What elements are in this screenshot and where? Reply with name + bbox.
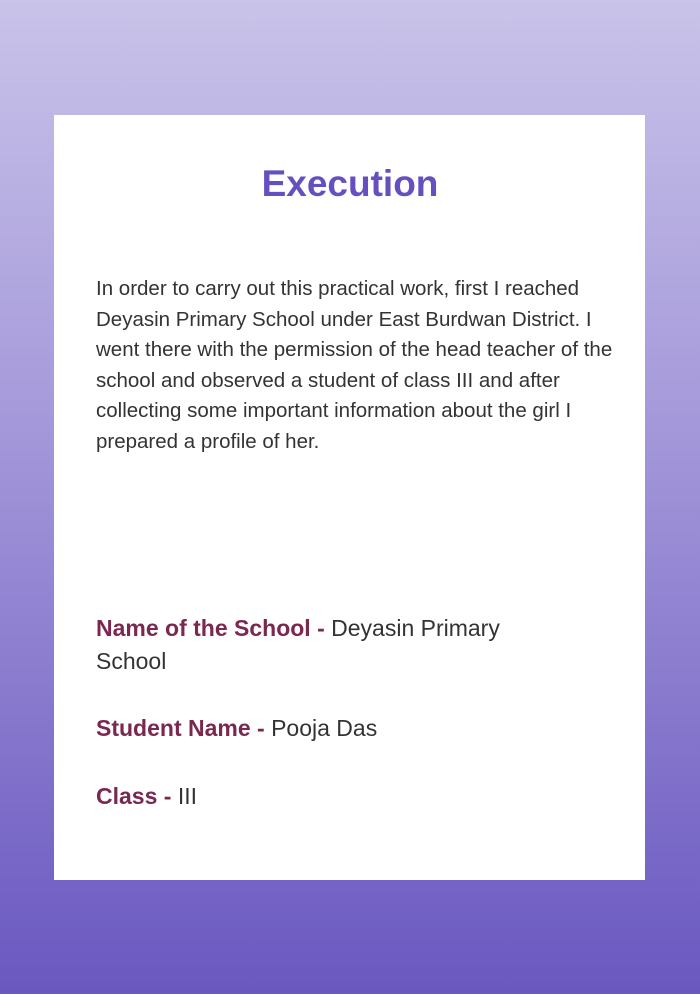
content-card <box>54 115 645 880</box>
execution-paragraph: In order to carry out this practical work, first I reached Deyasin Primary School under East Burdwan District. I went there with the permission of the head teacher of the school and observed a student of class III and after collecting some important information about the girl I prepared a profile of her. <box>96 277 613 453</box>
field-value: III <box>177 783 197 809</box>
field-label: Student Name - <box>96 715 272 741</box>
field-value: Pooja Das <box>271 715 378 741</box>
school-name-field <box>96 612 576 678</box>
field-label: Name of the School - <box>96 615 332 641</box>
student-name-field <box>96 712 576 745</box>
class-field <box>96 780 576 813</box>
page-title: Execution <box>261 163 439 204</box>
field-label: Class - <box>96 783 178 809</box>
field-value: Deyasin Primary School <box>96 615 500 674</box>
